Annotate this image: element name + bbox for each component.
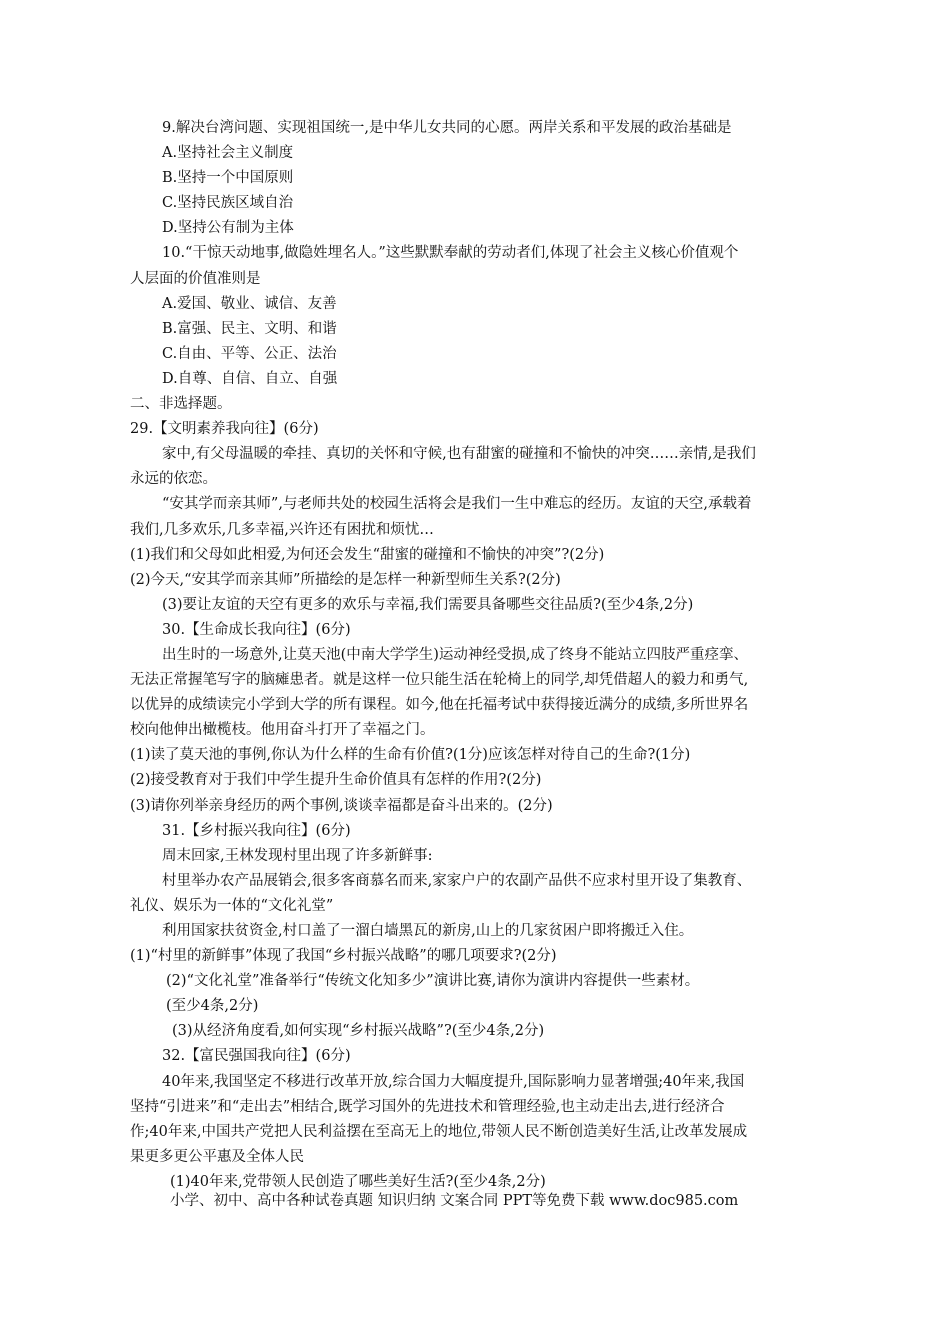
question-10-option-d: D.自尊、自信、自立、自强 bbox=[162, 370, 338, 387]
question-30-sub-3: (3)请你列举亲身经历的两个事例,谈谈幸福都是奋斗出来的。(2分) bbox=[130, 797, 553, 814]
question-10-stem-continued: 人层面的价值准则是 bbox=[130, 270, 261, 287]
question-31-sub-2: (2)“文化礼堂”准备举行“传统文化知多少”演讲比赛,请你为演讲内容提供一些素材。 bbox=[166, 973, 700, 990]
question-10-option-c: C.自由、平等、公正、法治 bbox=[162, 345, 337, 362]
page-footer: 小学、初中、高中各种试卷真题 知识归纳 文案合同 PPT等免费下载 www.doc985.com bbox=[170, 1193, 739, 1209]
question-30-sub-1: (1)读了莫天池的事例,你认为什么样的生命有价值?(1分)应该怎样对待自己的生命?(1分) bbox=[130, 747, 691, 764]
question-31-sub-1: (1)“村里的新鲜事”体现了我国“乡村振兴战略”的哪几项要求?(2分) bbox=[130, 948, 557, 965]
question-30-paragraph: 无法正常握笔写字的脑瘫患者。就是这样一位只能生活在轮椅上的同学,却凭借超人的毅力和勇气, bbox=[130, 672, 749, 689]
question-31-paragraph: 村里举办农产品展销会,很多客商慕名而来,家家户户的农副产品供不应求村里开设了集教育、 bbox=[162, 872, 752, 889]
question-9-stem: 9.解决台湾问题、实现祖国统一,是中华儿女共同的心愿。两岸关系和平发展的政治基础是 bbox=[162, 120, 732, 136]
question-30-paragraph: 出生时的一场意外,让莫天池(中南大学学生)运动神经受损,成了终身不能站立四肢严重痉挛、 bbox=[162, 646, 749, 663]
question-32-paragraph: 40年来,我国坚定不移进行改革开放,综合国力大幅度提升,国际影响力显著增强;40年来,我国 bbox=[162, 1073, 745, 1090]
question-31-paragraph: 利用国家扶贫资金,村口盖了一溜白墙黑瓦的新房,山上的几家贫困户即将搬迁入住。 bbox=[162, 923, 694, 939]
question-9-option-d: D.坚持公有制为主体 bbox=[162, 220, 294, 237]
question-32-title: 32.【富民强国我向往】(6分) bbox=[162, 1048, 351, 1065]
question-30-sub-2: (2)接受教育对于我们中学生提升生命价值具有怎样的作用?(2分) bbox=[130, 772, 542, 789]
question-29-sub-1: (1)我们和父母如此相爱,为何还会发生“甜蜜的碰撞和不愉快的冲突”?(2分) bbox=[130, 546, 605, 563]
question-29-paragraph: “安其学而亲其师”,与老师共处的校园生活将会是我们一生中难忘的经历。友谊的天空,承载着 bbox=[162, 496, 752, 513]
question-32-paragraph: 果更多更公平惠及全体人民 bbox=[130, 1148, 304, 1165]
question-31-paragraph: 周末回家,王林发现村里出现了许多新鲜事: bbox=[162, 847, 433, 864]
question-31-paragraph: 礼仪、娱乐为一体的“文化礼堂” bbox=[130, 897, 334, 914]
question-29-paragraph: 永远的依恋。 bbox=[130, 471, 217, 488]
question-29-sub-3: (3)要让友谊的天空有更多的欢乐与幸福,我们需要具备哪些交往品质?(至少4条,2分) bbox=[162, 596, 694, 613]
question-31-sub-3: (3)从经济角度看,如何实现“乡村振兴战略”?(至少4条,2分) bbox=[172, 1023, 545, 1040]
question-29-paragraph: 家中,有父母温暖的牵挂、真切的关怀和守候,也有甜蜜的碰撞和不愉快的冲突……亲情,是我们 bbox=[162, 446, 756, 463]
question-32-paragraph: 作;40年来,中国共产党把人民利益摆在至高无上的地位,带领人民不断创造美好生活,让改革发展成 bbox=[130, 1123, 748, 1140]
question-10-stem: 10.“干惊天动地事,做隐姓埋名人。”这些默默奉献的劳动者们,体现了社会主义核心价值观个 bbox=[162, 245, 739, 262]
question-29-sub-2: (2)今天,“安其学而亲其师”所描绘的是怎样一种新型师生关系?(2分) bbox=[130, 571, 561, 588]
question-31-sub-2-continued: (至少4条,2分) bbox=[166, 998, 259, 1015]
question-30-paragraph: 以优异的成绩读完小学到大学的所有课程。如今,他在托福考试中获得接近满分的成绩,多所世界名 bbox=[130, 697, 749, 714]
question-30-title: 30.【生命成长我向往】(6分) bbox=[162, 621, 351, 638]
question-29-paragraph: 我们,几多欢乐,几多幸福,兴许还有困扰和烦忧… bbox=[130, 521, 434, 538]
section-heading: 二、非选择题。 bbox=[130, 396, 232, 413]
question-31-title: 31.【乡村振兴我向往】(6分) bbox=[162, 822, 351, 839]
question-30-paragraph: 校向他伸出橄榄枝。他用奋斗打开了幸福之门。 bbox=[130, 722, 435, 739]
question-10-option-a: A.爱国、敬业、诚信、友善 bbox=[162, 295, 337, 312]
document-body bbox=[130, 116, 860, 1195]
question-9-option-a: A.坚持社会主义制度 bbox=[162, 145, 294, 162]
question-10-option-b: B.富强、民主、文明、和谐 bbox=[162, 320, 337, 337]
question-29-title: 29.【文明素养我向往】(6分) bbox=[130, 421, 319, 438]
question-32-paragraph: 坚持“引进来”和“走出去”相结合,既学习国外的先进技术和管理经验,也主动走出去,进行经济合 bbox=[130, 1098, 725, 1115]
question-9-option-c: C.坚持民族区域自治 bbox=[162, 195, 294, 212]
question-32-sub-1: (1)40年来,党带领人民创造了哪些美好生活?(至少4条,2分) bbox=[170, 1173, 546, 1190]
question-9-option-b: B.坚持一个中国原则 bbox=[162, 170, 294, 187]
